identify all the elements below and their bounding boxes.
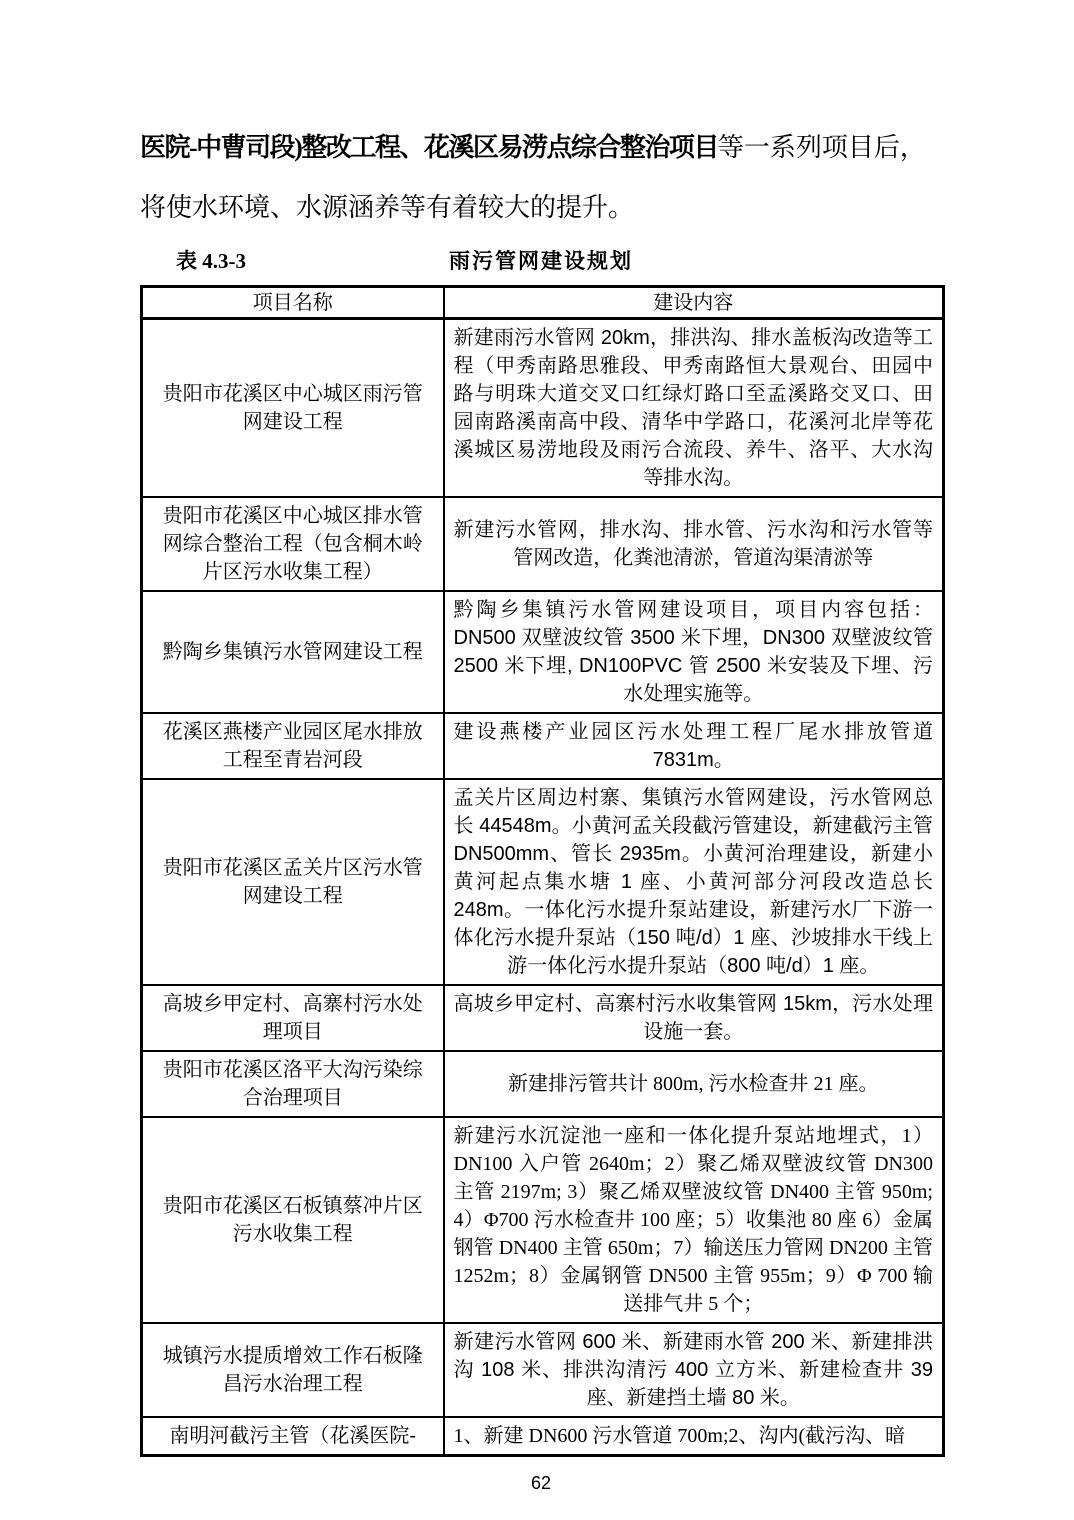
- project-name-cell: 南明河截污主管（花溪医院-: [142, 1417, 444, 1456]
- table-caption-title: 雨污管网建设规划: [449, 249, 633, 273]
- construction-content-cell: 新建雨污水管网 20km，排洪沟、排水盖板沟改造等工程（甲秀南路思雅段、甲秀南路恒大景观台、田园中路与明珠大道交叉口红绿灯路口至孟溪路交叉口、田园南路溪南高中段、清华中学路口，花溪河北岸等花溪城区易涝地段及雨污合流段、养牛、洛平、大水沟等排水沟。: [444, 319, 944, 498]
- project-name-cell: 高坡乡甲定村、高寨村污水处理项目: [142, 985, 444, 1051]
- construction-content-cell: 高坡乡甲定村、高寨村污水收集管网 15km，污水处理设施一套。: [444, 985, 944, 1051]
- table-row: [142, 713, 944, 779]
- construction-content-cell: 新建污水沉淀池一座和一体化提升泵站地埋式，1）DN100 入户管 2640m；2）聚乙烯双壁波纹管 DN300 主管 2197m; 3）聚乙烯双壁波纹管 DN400 主管 950m; 4）Φ700 污水检查井 100 座；5）收集池 80 座 6）金属钢管 DN400 主管 650m；7）输送压力管网 DN200 主管 1252m；8）金属钢管 DN500 主管 955m；9）Φ 700 输送排气井 5 个；: [444, 1117, 944, 1323]
- table-row: [142, 1417, 944, 1456]
- table-row: [142, 1117, 944, 1323]
- construction-content-cell: 建设燕楼产业园区污水处理工程厂尾水排放管道 7831m。: [444, 713, 944, 779]
- table-row: [142, 1051, 944, 1117]
- body-paragraph-line1: [140, 128, 940, 168]
- pipe-network-plan-table: [140, 285, 945, 1457]
- table-row: [142, 497, 944, 591]
- project-name-cell: 贵阳市花溪区孟关片区污水管网建设工程: [142, 779, 444, 985]
- project-name-cell: 城镇污水提质增效工作石板隆昌污水治理工程: [142, 1323, 444, 1417]
- paragraph-bold-segment: 医院-中曹司段)整改工程、花溪区易涝点综合整治项目: [140, 133, 718, 162]
- column-header-project-name: 项目名称: [142, 287, 444, 319]
- table-row: [142, 591, 944, 713]
- construction-content-cell: 新建污水管网 600 米、新建雨水管 200 米、新建排洪沟 108 米、排洪沟清污 400 立方米、新建检查井 39 座、新建挡土墙 80 米。: [444, 1323, 944, 1417]
- paragraph-regular-segment: 等一系列项目后，: [717, 133, 926, 162]
- table-caption: [140, 246, 942, 276]
- body-paragraph-line2: 将使水环境、水源涵养等有着较大的提升。: [140, 193, 635, 222]
- construction-content-cell: 新建排污管共计 800m, 污水检查井 21 座。: [444, 1051, 944, 1117]
- column-header-construction-content: 建设内容: [444, 287, 944, 319]
- table-row: [142, 779, 944, 985]
- table-row: [142, 1323, 944, 1417]
- project-name-cell: 贵阳市花溪区中心城区排水管网综合整治工程（包含桐木岭片区污水收集工程）: [142, 497, 444, 591]
- construction-content-cell: 新建污水管网，排水沟、排水管、污水沟和污水管等管网改造，化粪池清淤，管道沟渠清淤等: [444, 497, 944, 591]
- table-header-row: [142, 287, 944, 319]
- table-caption-label: 表 4.3-3: [176, 249, 246, 273]
- construction-content-cell: 黔陶乡集镇污水管网建设项目，项目内容包括：DN500 双壁波纹管 3500 米下埋，DN300 双壁波纹管 2500 米下埋, DN100PVC 管 2500 米安装及下埋、污水处理实施等。: [444, 591, 944, 713]
- project-name-cell: 贵阳市花溪区中心城区雨污管网建设工程: [142, 319, 444, 498]
- project-name-cell: 贵阳市花溪区洛平大沟污染综合治理项目: [142, 1051, 444, 1117]
- project-name-cell: 贵阳市花溪区石板镇蔡冲片区污水收集工程: [142, 1117, 444, 1323]
- project-name-cell: 花溪区燕楼产业园区尾水排放工程至青岩河段: [142, 713, 444, 779]
- table-row: [142, 985, 944, 1051]
- construction-content-cell: 1、新建 DN600 污水管道 700m;2、沟内(截污沟、暗: [444, 1417, 944, 1456]
- page-number: 62: [530, 1473, 552, 1493]
- table-row: [142, 319, 944, 498]
- construction-content-cell: 孟关片区周边村寨、集镇污水管网建设，污水管网总长 44548m。小黄河孟关段截污管建设，新建截污主管 DN500mm、管长 2935m。小黄河治理建设，新建小黄河起点集水塘 1 座、小黄河部分河段改造总长 248m。一体化污水提升泵站建设，新建污水厂下游一体化污水提升泵站（150 吨/d）1 座、沙坡排水干线上游一体化污水提升泵站（800 吨/d）1 座。: [444, 779, 944, 985]
- project-name-cell: 黔陶乡集镇污水管网建设工程: [142, 591, 444, 713]
